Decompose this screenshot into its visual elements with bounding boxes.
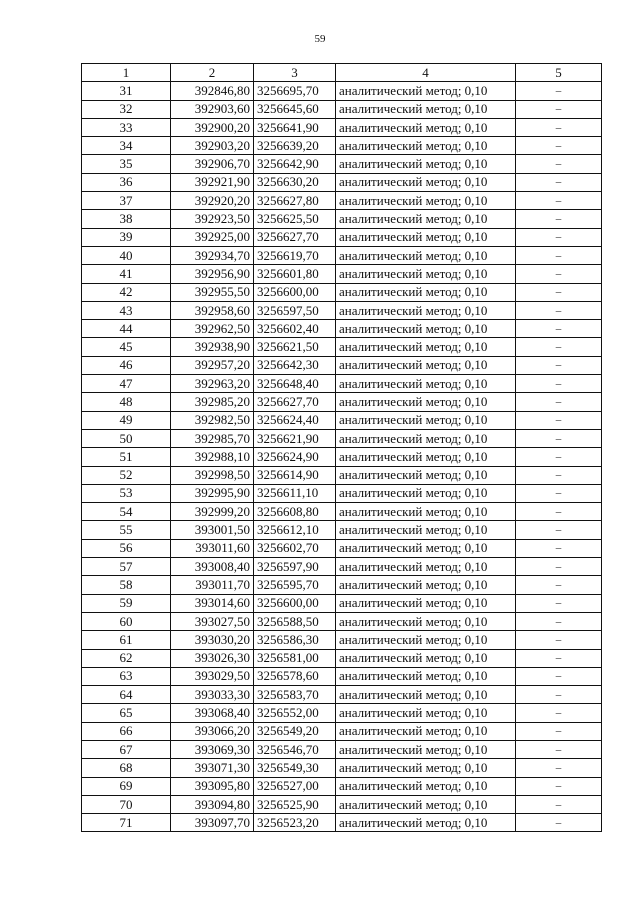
point-number-cell: 63 <box>82 667 171 685</box>
point-number-cell: 46 <box>82 356 171 374</box>
table-row <box>82 429 602 447</box>
table-row <box>82 320 602 338</box>
point-number-cell: 45 <box>82 338 171 356</box>
y-coordinate-cell: 3256552,00 <box>254 704 336 722</box>
point-number-cell: 38 <box>82 210 171 228</box>
note-cell: – <box>516 558 602 576</box>
x-coordinate-cell: 393014,60 <box>171 594 254 612</box>
table-row <box>82 704 602 722</box>
point-number-cell: 49 <box>82 411 171 429</box>
method-accuracy-cell: аналитический метод; 0,10 <box>336 466 516 484</box>
note-cell: – <box>516 429 602 447</box>
table-row <box>82 594 602 612</box>
method-accuracy-cell: аналитический метод; 0,10 <box>336 484 516 502</box>
x-coordinate-cell: 392958,60 <box>171 301 254 319</box>
x-coordinate-cell: 392956,90 <box>171 265 254 283</box>
y-coordinate-cell: 3256549,20 <box>254 722 336 740</box>
method-accuracy-cell: аналитический метод; 0,10 <box>336 283 516 301</box>
note-cell: – <box>516 576 602 594</box>
note-cell: – <box>516 301 602 319</box>
note-cell: – <box>516 338 602 356</box>
method-accuracy-cell: аналитический метод; 0,10 <box>336 777 516 795</box>
x-coordinate-cell: 392906,70 <box>171 155 254 173</box>
y-coordinate-cell: 3256549,30 <box>254 759 336 777</box>
method-accuracy-cell: аналитический метод; 0,10 <box>336 393 516 411</box>
method-accuracy-cell: аналитический метод; 0,10 <box>336 246 516 264</box>
y-coordinate-cell: 3256614,90 <box>254 466 336 484</box>
y-coordinate-cell: 3256600,00 <box>254 594 336 612</box>
point-number-cell: 61 <box>82 631 171 649</box>
note-cell: – <box>516 100 602 118</box>
table-row <box>82 558 602 576</box>
note-cell: – <box>516 631 602 649</box>
x-coordinate-cell: 392999,20 <box>171 503 254 521</box>
table-row <box>82 612 602 630</box>
x-coordinate-cell: 393030,20 <box>171 631 254 649</box>
x-coordinate-cell: 393026,30 <box>171 649 254 667</box>
table-row <box>82 795 602 813</box>
table-row <box>82 265 602 283</box>
note-cell: – <box>516 503 602 521</box>
y-coordinate-cell: 3256641,90 <box>254 118 336 136</box>
note-cell: – <box>516 118 602 136</box>
x-coordinate-cell: 392988,10 <box>171 448 254 466</box>
x-coordinate-cell: 393071,30 <box>171 759 254 777</box>
method-accuracy-cell: аналитический метод; 0,10 <box>336 265 516 283</box>
table-row <box>82 484 602 502</box>
x-coordinate-cell: 392903,60 <box>171 100 254 118</box>
y-coordinate-cell: 3256608,80 <box>254 503 336 521</box>
point-number-cell: 62 <box>82 649 171 667</box>
note-cell: – <box>516 246 602 264</box>
y-coordinate-cell: 3256581,00 <box>254 649 336 667</box>
point-number-cell: 39 <box>82 228 171 246</box>
column-header: 1 <box>82 64 171 82</box>
table-row <box>82 539 602 557</box>
x-coordinate-cell: 392963,20 <box>171 375 254 393</box>
note-cell: – <box>516 795 602 813</box>
y-coordinate-cell: 3256630,20 <box>254 173 336 191</box>
note-cell: – <box>516 411 602 429</box>
y-coordinate-cell: 3256602,70 <box>254 539 336 557</box>
method-accuracy-cell: аналитический метод; 0,10 <box>336 210 516 228</box>
point-number-cell: 47 <box>82 375 171 393</box>
y-coordinate-cell: 3256648,40 <box>254 375 336 393</box>
point-number-cell: 68 <box>82 759 171 777</box>
point-number-cell: 60 <box>82 612 171 630</box>
table-row <box>82 393 602 411</box>
table-row <box>82 137 602 155</box>
table-row <box>82 521 602 539</box>
table-row <box>82 576 602 594</box>
method-accuracy-cell: аналитический метод; 0,10 <box>336 228 516 246</box>
table-row <box>82 155 602 173</box>
x-coordinate-cell: 392982,50 <box>171 411 254 429</box>
y-coordinate-cell: 3256586,30 <box>254 631 336 649</box>
y-coordinate-cell: 3256645,60 <box>254 100 336 118</box>
point-number-cell: 57 <box>82 558 171 576</box>
point-number-cell: 43 <box>82 301 171 319</box>
note-cell: – <box>516 740 602 758</box>
point-number-cell: 37 <box>82 192 171 210</box>
table-row <box>82 649 602 667</box>
table-row <box>82 338 602 356</box>
y-coordinate-cell: 3256695,70 <box>254 82 336 100</box>
method-accuracy-cell: аналитический метод; 0,10 <box>336 118 516 136</box>
method-accuracy-cell: аналитический метод; 0,10 <box>336 631 516 649</box>
table-header-row <box>82 64 602 82</box>
method-accuracy-cell: аналитический метод; 0,10 <box>336 429 516 447</box>
point-number-cell: 54 <box>82 503 171 521</box>
table-row <box>82 777 602 795</box>
note-cell: – <box>516 686 602 704</box>
method-accuracy-cell: аналитический метод; 0,10 <box>336 503 516 521</box>
coordinates-table <box>81 63 602 832</box>
note-cell: – <box>516 320 602 338</box>
x-coordinate-cell: 392846,80 <box>171 82 254 100</box>
x-coordinate-cell: 393094,80 <box>171 795 254 813</box>
note-cell: – <box>516 356 602 374</box>
point-number-cell: 41 <box>82 265 171 283</box>
table-row <box>82 375 602 393</box>
point-number-cell: 64 <box>82 686 171 704</box>
y-coordinate-cell: 3256527,00 <box>254 777 336 795</box>
point-number-cell: 40 <box>82 246 171 264</box>
y-coordinate-cell: 3256595,70 <box>254 576 336 594</box>
note-cell: – <box>516 722 602 740</box>
method-accuracy-cell: аналитический метод; 0,10 <box>336 814 516 832</box>
table-row <box>82 283 602 301</box>
method-accuracy-cell: аналитический метод; 0,10 <box>336 795 516 813</box>
x-coordinate-cell: 393066,20 <box>171 722 254 740</box>
x-coordinate-cell: 392903,20 <box>171 137 254 155</box>
y-coordinate-cell: 3256619,70 <box>254 246 336 264</box>
y-coordinate-cell: 3256601,80 <box>254 265 336 283</box>
table-row <box>82 448 602 466</box>
note-cell: – <box>516 704 602 722</box>
y-coordinate-cell: 3256639,20 <box>254 137 336 155</box>
method-accuracy-cell: аналитический метод; 0,10 <box>336 594 516 612</box>
point-number-cell: 55 <box>82 521 171 539</box>
y-coordinate-cell: 3256578,60 <box>254 667 336 685</box>
table-row <box>82 411 602 429</box>
x-coordinate-cell: 393027,50 <box>171 612 254 630</box>
point-number-cell: 31 <box>82 82 171 100</box>
column-header: 2 <box>171 64 254 82</box>
note-cell: – <box>516 265 602 283</box>
note-cell: – <box>516 612 602 630</box>
y-coordinate-cell: 3256612,10 <box>254 521 336 539</box>
x-coordinate-cell: 392957,20 <box>171 356 254 374</box>
note-cell: – <box>516 228 602 246</box>
point-number-cell: 33 <box>82 118 171 136</box>
y-coordinate-cell: 3256523,20 <box>254 814 336 832</box>
table-row <box>82 503 602 521</box>
y-coordinate-cell: 3256602,40 <box>254 320 336 338</box>
method-accuracy-cell: аналитический метод; 0,10 <box>336 338 516 356</box>
x-coordinate-cell: 393029,50 <box>171 667 254 685</box>
table-row <box>82 667 602 685</box>
point-number-cell: 34 <box>82 137 171 155</box>
x-coordinate-cell: 393008,40 <box>171 558 254 576</box>
table-row <box>82 210 602 228</box>
y-coordinate-cell: 3256621,90 <box>254 429 336 447</box>
note-cell: – <box>516 393 602 411</box>
y-coordinate-cell: 3256621,50 <box>254 338 336 356</box>
method-accuracy-cell: аналитический метод; 0,10 <box>336 521 516 539</box>
point-number-cell: 70 <box>82 795 171 813</box>
y-coordinate-cell: 3256611,10 <box>254 484 336 502</box>
method-accuracy-cell: аналитический метод; 0,10 <box>336 320 516 338</box>
method-accuracy-cell: аналитический метод; 0,10 <box>336 100 516 118</box>
table-row <box>82 301 602 319</box>
point-number-cell: 56 <box>82 539 171 557</box>
table-row <box>82 722 602 740</box>
point-number-cell: 52 <box>82 466 171 484</box>
method-accuracy-cell: аналитический метод; 0,10 <box>336 539 516 557</box>
table-row <box>82 631 602 649</box>
method-accuracy-cell: аналитический метод; 0,10 <box>336 759 516 777</box>
y-coordinate-cell: 3256583,70 <box>254 686 336 704</box>
y-coordinate-cell: 3256642,90 <box>254 155 336 173</box>
note-cell: – <box>516 137 602 155</box>
method-accuracy-cell: аналитический метод; 0,10 <box>336 356 516 374</box>
table-row <box>82 173 602 191</box>
y-coordinate-cell: 3256624,40 <box>254 411 336 429</box>
note-cell: – <box>516 155 602 173</box>
y-coordinate-cell: 3256642,30 <box>254 356 336 374</box>
note-cell: – <box>516 192 602 210</box>
method-accuracy-cell: аналитический метод; 0,10 <box>336 173 516 191</box>
point-number-cell: 42 <box>82 283 171 301</box>
x-coordinate-cell: 393011,60 <box>171 539 254 557</box>
point-number-cell: 35 <box>82 155 171 173</box>
column-header: 3 <box>254 64 336 82</box>
method-accuracy-cell: аналитический метод; 0,10 <box>336 558 516 576</box>
x-coordinate-cell: 393097,70 <box>171 814 254 832</box>
point-number-cell: 44 <box>82 320 171 338</box>
table-row <box>82 814 602 832</box>
method-accuracy-cell: аналитический метод; 0,10 <box>336 704 516 722</box>
method-accuracy-cell: аналитический метод; 0,10 <box>336 667 516 685</box>
point-number-cell: 65 <box>82 704 171 722</box>
method-accuracy-cell: аналитический метод; 0,10 <box>336 576 516 594</box>
point-number-cell: 58 <box>82 576 171 594</box>
point-number-cell: 67 <box>82 740 171 758</box>
y-coordinate-cell: 3256600,00 <box>254 283 336 301</box>
table-row <box>82 192 602 210</box>
method-accuracy-cell: аналитический метод; 0,10 <box>336 612 516 630</box>
table-row <box>82 686 602 704</box>
y-coordinate-cell: 3256546,70 <box>254 740 336 758</box>
table-row <box>82 100 602 118</box>
method-accuracy-cell: аналитический метод; 0,10 <box>336 137 516 155</box>
table-row <box>82 356 602 374</box>
note-cell: – <box>516 521 602 539</box>
x-coordinate-cell: 393001,50 <box>171 521 254 539</box>
method-accuracy-cell: аналитический метод; 0,10 <box>336 411 516 429</box>
point-number-cell: 32 <box>82 100 171 118</box>
point-number-cell: 66 <box>82 722 171 740</box>
y-coordinate-cell: 3256597,50 <box>254 301 336 319</box>
x-coordinate-cell: 393068,40 <box>171 704 254 722</box>
point-number-cell: 69 <box>82 777 171 795</box>
point-number-cell: 48 <box>82 393 171 411</box>
method-accuracy-cell: аналитический метод; 0,10 <box>336 192 516 210</box>
table-row <box>82 466 602 484</box>
method-accuracy-cell: аналитический метод; 0,10 <box>336 448 516 466</box>
note-cell: – <box>516 210 602 228</box>
x-coordinate-cell: 392923,50 <box>171 210 254 228</box>
x-coordinate-cell: 392925,00 <box>171 228 254 246</box>
y-coordinate-cell: 3256588,50 <box>254 612 336 630</box>
note-cell: – <box>516 484 602 502</box>
method-accuracy-cell: аналитический метод; 0,10 <box>336 686 516 704</box>
note-cell: – <box>516 649 602 667</box>
note-cell: – <box>516 759 602 777</box>
point-number-cell: 53 <box>82 484 171 502</box>
y-coordinate-cell: 3256625,50 <box>254 210 336 228</box>
y-coordinate-cell: 3256624,90 <box>254 448 336 466</box>
method-accuracy-cell: аналитический метод; 0,10 <box>336 301 516 319</box>
x-coordinate-cell: 393011,70 <box>171 576 254 594</box>
y-coordinate-cell: 3256525,90 <box>254 795 336 813</box>
method-accuracy-cell: аналитический метод; 0,10 <box>336 82 516 100</box>
note-cell: – <box>516 594 602 612</box>
x-coordinate-cell: 392985,70 <box>171 429 254 447</box>
x-coordinate-cell: 392955,50 <box>171 283 254 301</box>
page-number: 59 <box>314 33 326 45</box>
x-coordinate-cell: 392920,20 <box>171 192 254 210</box>
table-row <box>82 246 602 264</box>
point-number-cell: 36 <box>82 173 171 191</box>
x-coordinate-cell: 393095,80 <box>171 777 254 795</box>
method-accuracy-cell: аналитический метод; 0,10 <box>336 740 516 758</box>
table-body <box>82 82 602 832</box>
note-cell: – <box>516 667 602 685</box>
x-coordinate-cell: 392900,20 <box>171 118 254 136</box>
note-cell: – <box>516 82 602 100</box>
x-coordinate-cell: 392962,50 <box>171 320 254 338</box>
note-cell: – <box>516 448 602 466</box>
note-cell: – <box>516 814 602 832</box>
note-cell: – <box>516 777 602 795</box>
note-cell: – <box>516 539 602 557</box>
x-coordinate-cell: 392921,90 <box>171 173 254 191</box>
x-coordinate-cell: 392938,90 <box>171 338 254 356</box>
y-coordinate-cell: 3256627,70 <box>254 393 336 411</box>
y-coordinate-cell: 3256627,80 <box>254 192 336 210</box>
y-coordinate-cell: 3256597,90 <box>254 558 336 576</box>
x-coordinate-cell: 393069,30 <box>171 740 254 758</box>
table-row <box>82 759 602 777</box>
method-accuracy-cell: аналитический метод; 0,10 <box>336 375 516 393</box>
method-accuracy-cell: аналитический метод; 0,10 <box>336 649 516 667</box>
table-row <box>82 740 602 758</box>
point-number-cell: 71 <box>82 814 171 832</box>
note-cell: – <box>516 375 602 393</box>
note-cell: – <box>516 173 602 191</box>
x-coordinate-cell: 393033,30 <box>171 686 254 704</box>
point-number-cell: 50 <box>82 429 171 447</box>
x-coordinate-cell: 392995,90 <box>171 484 254 502</box>
column-header: 5 <box>516 64 602 82</box>
point-number-cell: 59 <box>82 594 171 612</box>
table-row <box>82 82 602 100</box>
method-accuracy-cell: аналитический метод; 0,10 <box>336 155 516 173</box>
note-cell: – <box>516 283 602 301</box>
note-cell: – <box>516 466 602 484</box>
x-coordinate-cell: 392934,70 <box>171 246 254 264</box>
x-coordinate-cell: 392985,20 <box>171 393 254 411</box>
y-coordinate-cell: 3256627,70 <box>254 228 336 246</box>
method-accuracy-cell: аналитический метод; 0,10 <box>336 722 516 740</box>
table-row <box>82 228 602 246</box>
x-coordinate-cell: 392998,50 <box>171 466 254 484</box>
column-header: 4 <box>336 64 516 82</box>
table-row <box>82 118 602 136</box>
point-number-cell: 51 <box>82 448 171 466</box>
